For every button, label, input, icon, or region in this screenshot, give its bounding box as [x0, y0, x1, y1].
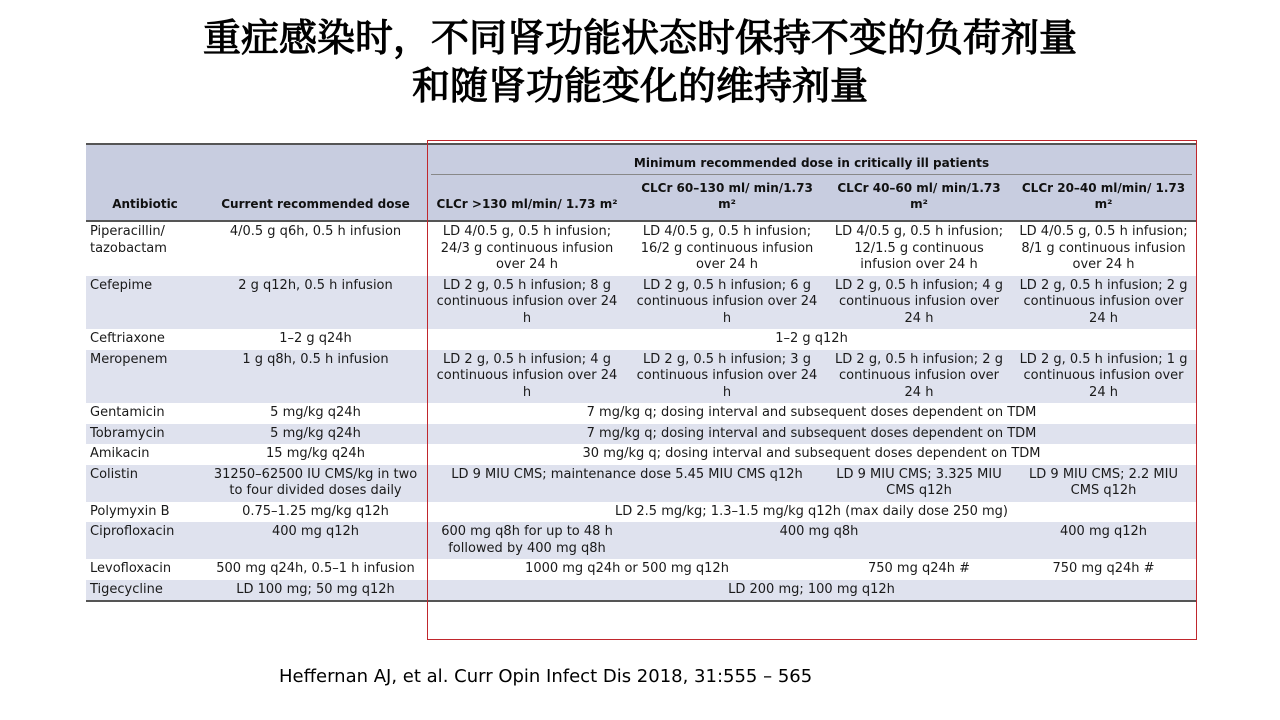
dose-clcr-20-40: 750 mg q24h # — [1052, 561, 1155, 576]
header-current-dose: Current recommended dose — [204, 177, 427, 221]
dose-clcr-40-60: 750 mg q24h # — [867, 561, 971, 576]
current-dose: 1 g q8h, 0.5 h infusion — [204, 350, 427, 404]
dose-clcr-above-60: 1000 mg q24h or 500 mg q12h — [525, 561, 729, 576]
drug-name: Piperacillin/ tazobactam — [90, 224, 167, 256]
current-dose: 5 mg/kg q24h — [270, 405, 361, 420]
row-piperacillin — [86, 221, 1196, 276]
dose-clcr-60-130: LD 2 g, 0.5 h infusion; 6 g continuous infusion over 24 h — [627, 276, 827, 330]
dose-clcr-above-130: LD 2 g, 0.5 h infusion; 4 g continuous infusion over 24 h — [427, 350, 627, 404]
drug-name: Amikacin — [90, 446, 150, 461]
row-tigecycline — [86, 580, 1196, 602]
header-clcr-above-130: CLCr >130 ml/min/ 1.73 m² — [427, 177, 627, 221]
row-meropenem — [86, 350, 1196, 404]
dose-clcr-20-40: LD 9 MIU CMS; 2.2 MIU CMS q12h — [1011, 465, 1196, 502]
current-dose: 500 mg q24h, 0.5–1 h infusion — [216, 561, 415, 576]
drug-name: Meropenem — [86, 350, 204, 404]
header-clcr-40-60: CLCr 40–60 ml/ min/1.73 m² — [827, 177, 1011, 221]
citation: Heffernan AJ, et al. Curr Opin Infect Dis 2018, 31:555 – 565 — [279, 666, 813, 687]
dose-all-clcr: 1–2 g q12h — [775, 331, 848, 346]
dose-clcr-20-40: 400 mg q12h — [1011, 522, 1196, 559]
dose-all-clcr: 30 mg/kg q; dosing interval and subsequent doses dependent on TDM — [582, 446, 1041, 461]
drug-name: Colistin — [86, 465, 204, 502]
dose-all-clcr: LD 2.5 mg/kg; 1.3–1.5 mg/kg q12h (max daily dose 250 mg) — [615, 503, 1008, 519]
slide-title-line-1: 重症感染时，不同肾功能状态时保持不变的负荷剂量 — [202, 16, 1077, 60]
row-gentamicin — [86, 403, 1196, 424]
drug-name: Ciprofloxacin — [86, 522, 204, 559]
row-ceftriaxone — [86, 329, 1196, 350]
dose-all-clcr: LD 200 mg; 100 mg q12h — [427, 580, 1196, 602]
dose-clcr-20-40: LD 2 g, 0.5 h infusion; 2 g continuous infusion over 24 h — [1011, 276, 1196, 330]
dose-clcr-60-130: LD 2 g, 0.5 h infusion; 3 g continuous infusion over 24 h — [627, 350, 827, 404]
row-polymyxin-b — [86, 502, 1196, 523]
current-dose: 0.75–1.25 mg/kg q12h — [242, 503, 389, 519]
current-dose: 5 mg/kg q24h — [204, 424, 427, 445]
slide-title — [0, 14, 1280, 110]
row-ciprofloxacin — [86, 522, 1196, 559]
drug-name: Ceftriaxone — [90, 331, 165, 346]
dose-clcr-above-130: 600 mg q8h for up to 48 h followed by 400 mg q8h — [427, 522, 627, 559]
slide-title-line-2: 和随肾功能变化的维持剂量 — [411, 64, 868, 108]
dose-clcr-40-60: LD 2 g, 0.5 h infusion; 2 g continuous infusion over 24 h — [827, 350, 1011, 404]
dose-clcr-40-130: 400 mg q8h — [627, 522, 1011, 559]
dosing-table-container — [86, 143, 1196, 602]
row-levofloxacin — [86, 559, 1196, 580]
header-group-min-dose: Minimum recommended dose in critically ill patients — [427, 144, 1196, 177]
header-clcr-20-40: CLCr 20–40 ml/min/ 1.73 m² — [1011, 177, 1196, 221]
current-dose: 1–2 g q24h — [279, 331, 352, 346]
current-dose: 4/0.5 g q6h, 0.5 h infusion — [229, 224, 402, 239]
dose-clcr-20-40: LD 4/0.5 g, 0.5 h infusion; 8/1 g continuous infusion over 24 h — [1019, 224, 1188, 272]
drug-name: Tobramycin — [86, 424, 204, 445]
drug-name: Polymyxin B — [90, 503, 170, 519]
dose-clcr-60-130: LD 4/0.5 g, 0.5 h infusion; 16/2 g continuous infusion over 24 h — [640, 224, 814, 272]
header-blank-2 — [204, 144, 427, 177]
current-dose: 31250–62500 IU CMS/kg in two to four divided doses daily — [204, 465, 427, 502]
header-antibiotic: Antibiotic — [86, 177, 204, 221]
current-dose: 400 mg q12h — [204, 522, 427, 559]
current-dose: 2 g q12h, 0.5 h infusion — [204, 276, 427, 330]
dose-all-clcr: 7 mg/kg q; dosing interval and subsequent doses dependent on TDM — [427, 424, 1196, 445]
dosing-table — [86, 143, 1196, 602]
dose-clcr-40-60: LD 4/0.5 g, 0.5 h infusion; 12/1.5 g continuous infusion over 24 h — [834, 224, 1004, 272]
dose-clcr-40-60: LD 9 MIU CMS; 3.325 MIU CMS q12h — [827, 465, 1011, 502]
drug-name: Gentamicin — [90, 405, 165, 420]
current-dose: 15 mg/kg q24h — [266, 446, 365, 461]
row-cefepime — [86, 276, 1196, 330]
row-amikacin — [86, 444, 1196, 465]
header-clcr-60-130: CLCr 60–130 ml/ min/1.73 m² — [627, 177, 827, 221]
dose-clcr-20-40: LD 2 g, 0.5 h infusion; 1 g continuous infusion over 24 h — [1011, 350, 1196, 404]
row-colistin — [86, 465, 1196, 502]
drug-name: Levofloxacin — [90, 561, 172, 576]
row-tobramycin — [86, 424, 1196, 445]
dose-all-clcr: 7 mg/kg q; dosing interval and subsequent doses dependent on TDM — [586, 405, 1037, 420]
header-blank-1 — [86, 144, 204, 177]
drug-name: Tigecycline — [86, 580, 204, 602]
dose-clcr-above-130: LD 4/0.5 g, 0.5 h infusion; 24/3 g continuous infusion over 24 h — [440, 224, 614, 272]
dose-clcr-above-130: LD 2 g, 0.5 h infusion; 8 g continuous infusion over 24 h — [427, 276, 627, 330]
current-dose: LD 100 mg; 50 mg q12h — [204, 580, 427, 602]
dose-clcr-above-60: LD 9 MIU CMS; maintenance dose 5.45 MIU CMS q12h — [427, 465, 827, 502]
drug-name: Cefepime — [86, 276, 204, 330]
dose-clcr-40-60: LD 2 g, 0.5 h infusion; 4 g continuous infusion over 24 h — [827, 276, 1011, 330]
